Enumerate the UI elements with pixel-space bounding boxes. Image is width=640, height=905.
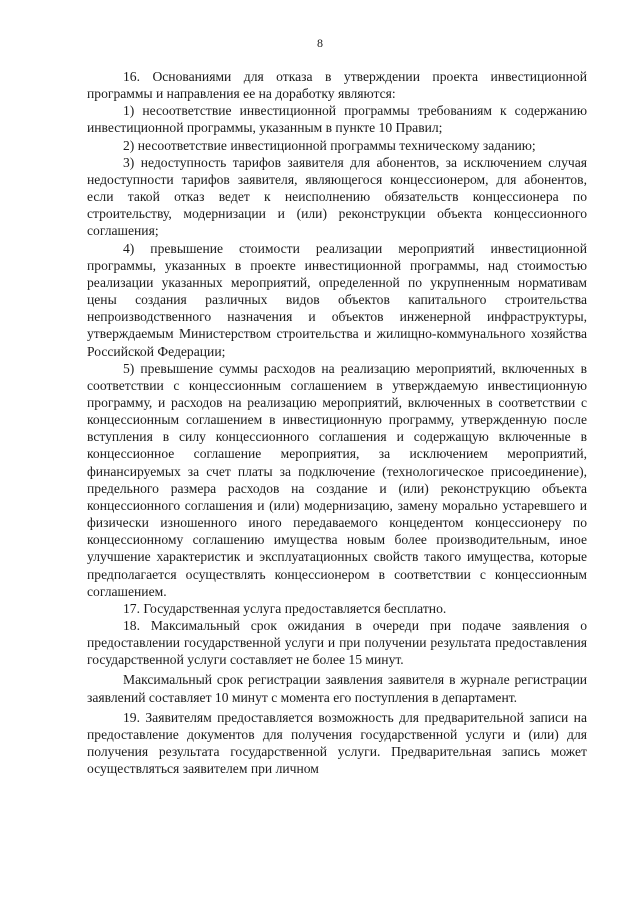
paragraph-19: 19. Заявителям предоставляется возможность для предварительной записи на предоставление документов для получения государственной услуги и (или) для получения результата государственной услуги. Предварительная запись может осуществляться заявителем при личном — [87, 709, 587, 777]
list-item-2: 2) несоответствие инвестиционной программы техническому заданию; — [123, 137, 536, 153]
list-item-1: 1) несоответствие инвестиционной программы требованиям к содержанию инвестиционной программы, указанным в пункте 10 Правил; — [87, 103, 587, 136]
paragraph-18-registration: Максимальный срок регистрации заявления заявителя в журнале регистрации заявлений составляет 10 минут с момента его поступления в департамент. — [87, 672, 587, 705]
paragraph-18: 18. Максимальный срок ожидания в очереди при подаче заявления о предоставлении государственной услуги и при получении результата предоставления государственной услуги составляет не более 15 минут. — [87, 618, 587, 668]
list-item-3: 3) недоступность тарифов заявителя для абонентов, за исключением случая недоступности тарифов заявителя, являющегося концессионером, для абонентов, если такой отказ ведет к неисполнению обязательств концессионера по строительству, модернизации и (или) реконструкции объекта концессионного соглашения; — [87, 154, 587, 239]
document-body — [87, 68, 587, 777]
page-number: 8 — [317, 36, 323, 50]
paragraph-16-intro: 16. Основаниями для отказа в утверждении проекта инвестиционной программы и направления ее на доработку являются: — [87, 69, 587, 102]
list-item-5: 5) превышение суммы расходов на реализацию мероприятий, включенных в соответствии с концессионным соглашением в утверждаемую инвестиционную программу, и расходов на реализацию мероприятий, включенных в соответствии с концессионным соглашением в инвестиционную программу, утвержденную после вступления в силу концессионного соглашения и содержащую включенные в концессионное соглашение мероприятия, за исключением мероприятий, финансируемых за счет платы за подключение (технологическое присоединение), предельного размера расходов на создание и (или) реконструкцию объекта концессионного соглашения и (или) модернизацию, замену морально устаревшего и физически изношенного иного передаваемого концедентом концессионеру по концессионному соглашению имущества новым более производительным, иное улучшение характеристик и эксплуатационных свойств такого имущества, которые предполагается осуществлять концессионером в соответствии с концессионным соглашением. — [87, 360, 587, 599]
list-item-4: 4) превышение стоимости реализации мероприятий инвестиционной программы, указанных в проекте инвестиционной программы, над стоимостью реализации указанных мероприятий, определенной по укрупненным нормативам цены создания различных видов объектов капитального строительства непроизводственного назначения и объектов инженерной инфраструктуры, утверждаемым Министерством строительства и жилищно-коммунального хозяйства Российской Федерации; — [87, 240, 587, 359]
paragraph-17: 17. Государственная услуга предоставляется бесплатно. — [123, 600, 447, 616]
